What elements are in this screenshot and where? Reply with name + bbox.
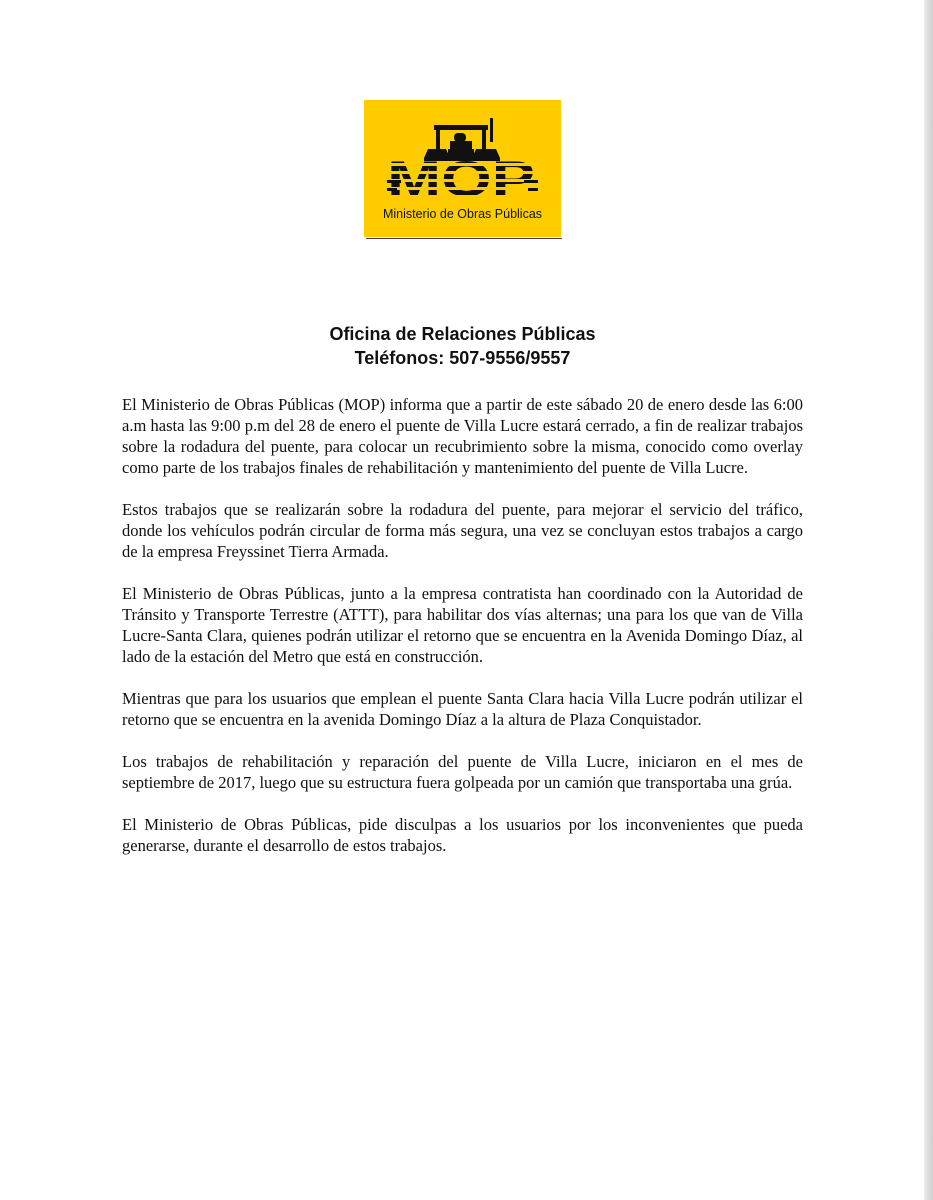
page-edge [924,0,933,1200]
phone-numbers: Teléfonos: 507-9556/9557 [354,348,571,368]
office-title: Oficina de Relaciones Públicas [329,324,596,344]
paragraph: Estos trabajos que se realizarán sobre la rodadura del puente, para mejorar el servicio del tráfico, donde los vehículos podrán circular de forma más segura, una vez se concluyan estos trabajos a cargo de la empresa Freyssinet Tierra Armada. [122,500,803,561]
tractor-icon [424,118,500,161]
paragraph: Los trabajos de rehabilitación y reparación del puente de Villa Lucre, iniciaron en el mes de septiembre de 2017, luego que su estructura fuera golpeada por un camión que transportaba una grúa. [122,752,803,792]
mop-logo [364,100,561,237]
logo-underline [366,238,562,239]
paragraph: El Ministerio de Obras Públicas, junto a la empresa contratista han coordinado con la Autoridad de Tránsito y Transporte Terrestre (ATTT), para habilitar dos vías alternas; una para los que van de Villa Lucre-Santa Clara, quienes podrán utilizar el retorno que se encuentra en la Avenida Domingo Díaz, al lado de la estación del Metro que está en construcción. [122,584,803,666]
press-release-body [122,394,803,877]
paragraph: Mientras que para los usuarios que emplean el puente Santa Clara hacia Villa Lucre podrán utilizar el retorno que se encuentra en la avenida Domingo Díaz a la altura de Plaza Conquistador. [122,689,803,729]
logo-tagline: Ministerio de Obras Públicas [382,207,543,221]
paragraph: El Ministerio de Obras Públicas (MOP) informa que a partir de este sábado 20 de enero desde las 6:00 a.m hasta las 9:00 p.m del 28 de enero el puente de Villa Lucre estará cerrado, a fin de realizar trabajos sobre la rodadura del puente, para colocar un recubrimiento sobre la misma, conocido como overlay como parte de los trabajos finales de rehabilitación y mantenimiento del puente de Villa Lucre. [122,395,803,477]
document-header [0,322,933,370]
paragraph: El Ministerio de Obras Públicas, pide disculpas a los usuarios por los inconvenientes que pueda generarse, durante el desarrollo de estos trabajos. [122,815,803,855]
